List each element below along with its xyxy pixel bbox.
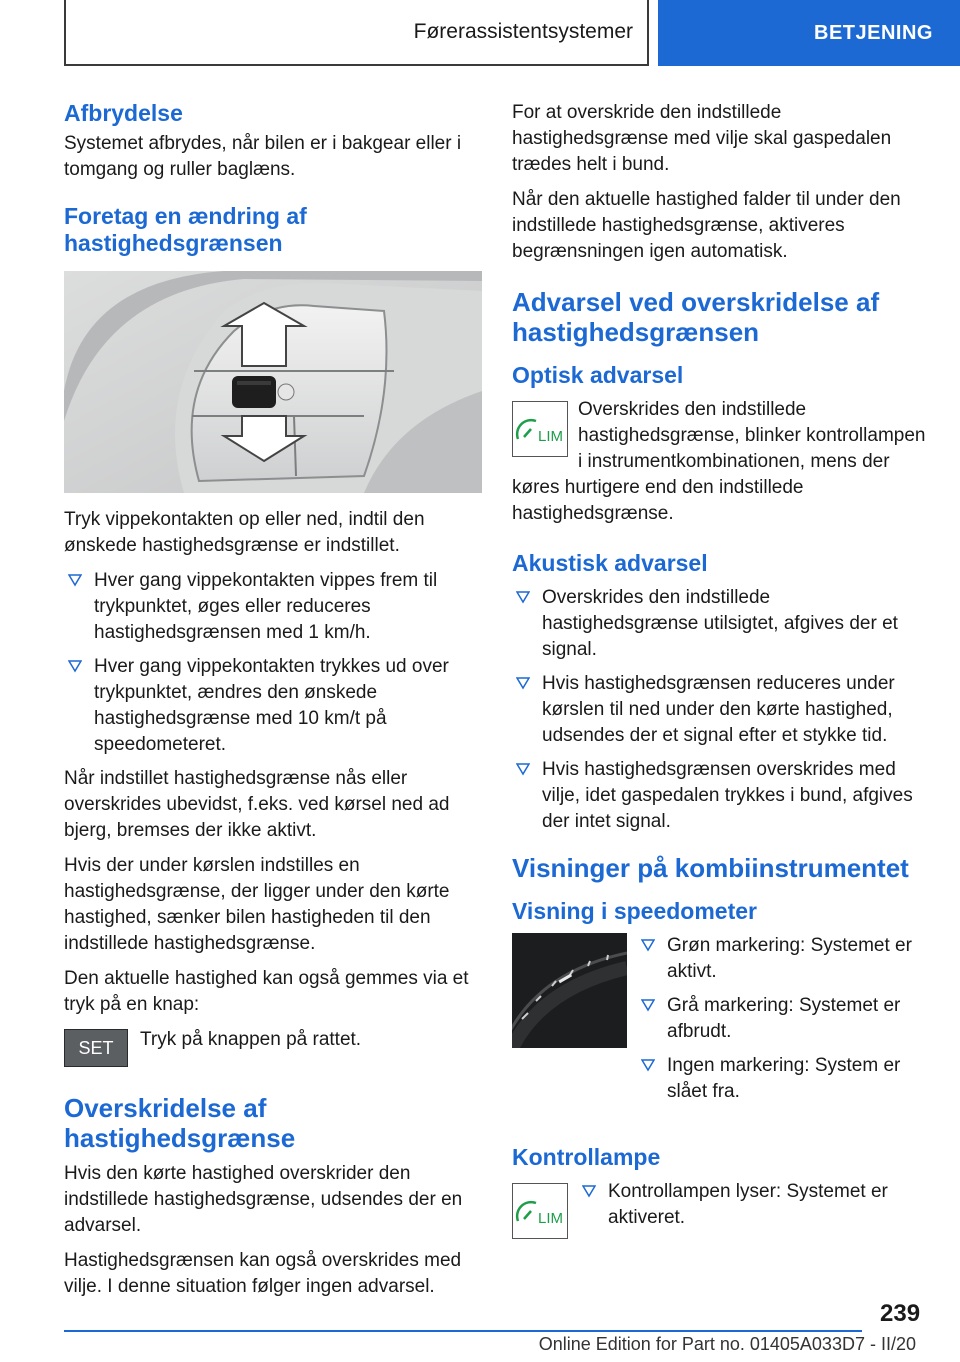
list-item: Hvis hastighedsgrænsen overskrides med vilje, idet gaspedalen trykkes i bund, afgives der intet signal. bbox=[512, 757, 927, 835]
svg-text:LIM: LIM bbox=[538, 1210, 564, 1227]
para-over1: Hvis den kørte hastighed overskrider den indstillede hastighedsgrænse, udsendes der en advarsel. bbox=[64, 1163, 463, 1236]
heading-visning: Visning i speedometer bbox=[512, 898, 757, 924]
svg-text:LIM: LIM bbox=[538, 428, 564, 445]
bullets-akustisk bbox=[512, 585, 927, 835]
heading-foretag: Foretag en ændring af hastighedsgrænsen bbox=[64, 203, 307, 256]
triangle-bullet-icon bbox=[516, 676, 530, 690]
para-naar-right: Når den aktuelle hastighed falder til under den indstillede hastighedsgrænse, aktiveres begrænsningen igen automatisk. bbox=[512, 189, 901, 262]
list-item: Hver gang vippekontakten trykkes ud over trykpunktet, ændres den ønskede hastighedsgrænse med 10 km/t på speedometeret. bbox=[64, 654, 482, 758]
list-item: Hvis hastighedsgrænsen reduceres under kørslen til ned under den kørte hastighed, udsendes der et signal efter et stykke tid. bbox=[512, 671, 927, 749]
set-button-row bbox=[64, 1027, 482, 1067]
para-over2: Hastighedsgrænsen kan også overskrides med vilje. I denne situation følger ingen advarsel. bbox=[64, 1250, 462, 1297]
triangle-bullet-icon bbox=[516, 590, 530, 604]
list-item: Ingen markering: System er slået fra. bbox=[637, 1053, 927, 1105]
triangle-bullet-icon bbox=[641, 998, 655, 1012]
bullets-speedo bbox=[637, 933, 927, 1113]
set-button-icon: SET bbox=[64, 1029, 128, 1067]
heading-afbrydelse: Afbrydelse bbox=[64, 100, 183, 126]
para-tryk: Tryk vippekontakten op eller ned, indtil den ønskede hastighedsgrænse er indstillet. bbox=[64, 509, 425, 556]
header-chapter-tab bbox=[658, 0, 960, 66]
triangle-bullet-icon bbox=[641, 938, 655, 952]
para-hvis: Hvis der under kørslen indstilles en hastighedsgrænse, der ligger under den kørte hastighed, sænker bilen hastigheden til den indstillede hastighedsgrænse. bbox=[64, 855, 450, 954]
bullets-kontrol bbox=[578, 1179, 927, 1239]
right-column bbox=[512, 100, 927, 1249]
speedo-block bbox=[512, 933, 927, 1113]
list-item: Overskrides den indstillede hastighedsgrænse utilsigtet, afgives der et signal. bbox=[512, 585, 927, 663]
left-column bbox=[64, 100, 482, 1309]
lim-indicator-icon bbox=[512, 1183, 568, 1239]
steering-wheel-illustration bbox=[64, 271, 482, 493]
heading-advarsel: Advarsel ved overskridelse af hastighedsgrænsen bbox=[512, 287, 880, 347]
para-den: Den aktuelle hastighed kan også gemmes via et tryk på en knap: bbox=[64, 968, 469, 1015]
footer-divider bbox=[64, 1330, 862, 1332]
heading-optisk: Optisk advarsel bbox=[512, 362, 684, 388]
triangle-bullet-icon bbox=[516, 762, 530, 776]
heading-overskridelse: Overskridelse af hastighedsgrænse bbox=[64, 1093, 296, 1153]
header-chapter-title: BETJENING bbox=[814, 21, 933, 44]
list-item: Kontrollampen lyser: Systemet er aktiveret. bbox=[578, 1179, 927, 1231]
heading-visninger: Visninger på kombiinstrumentet bbox=[512, 853, 909, 883]
heading-akustisk: Akustisk advarsel bbox=[512, 550, 708, 576]
para-optisk: Overskrides den indstillede hastighedsgrænse, blinker kontrollampen i instrumentkombinationen, mens der køres hurtigere end den indstillede hastighedsgrænse. bbox=[512, 399, 926, 524]
triangle-bullet-icon bbox=[68, 573, 82, 587]
header-section-box bbox=[64, 0, 649, 66]
list-item: Grøn markering: Systemet er aktivt. bbox=[637, 933, 927, 985]
para-naar: Når indstillet hastighedsgrænse nås eller overskrides ubevidst, f.eks. ved kørsel ned ad bjerg, bremses der ikke aktivt. bbox=[64, 768, 450, 841]
optisk-block bbox=[512, 397, 927, 527]
list-item: Grå markering: Systemet er afbrudt. bbox=[637, 993, 927, 1045]
para-set: Tryk på knappen på rattet. bbox=[140, 1029, 362, 1050]
page-number: 239 bbox=[880, 1300, 921, 1327]
triangle-bullet-icon bbox=[68, 659, 82, 673]
para-afbrydelse: Systemet afbrydes, når bilen er i bakgear eller i tomgang og ruller baglæns. bbox=[64, 133, 462, 180]
steering-wheel-image bbox=[64, 271, 482, 493]
heading-kontrol: Kontrollampe bbox=[512, 1144, 661, 1170]
para-for: For at overskride den indstillede hastighedsgrænse med vilje skal gaspedalen trædes helt i bund. bbox=[512, 102, 892, 175]
list-item: Hver gang vippekontakten vippes frem til trykpunktet, øges eller reduceres hastighedsgrænsen med 1 km/h. bbox=[64, 568, 482, 646]
speedometer-image bbox=[512, 933, 627, 1048]
footer-edition: Online Edition for Part no. 01405A033D7 - II/20 bbox=[538, 1334, 916, 1354]
triangle-bullet-icon bbox=[582, 1184, 596, 1198]
triangle-bullet-icon bbox=[641, 1058, 655, 1072]
kontrol-block bbox=[512, 1179, 927, 1239]
lim-indicator-icon bbox=[512, 401, 568, 457]
header-section-title: Førerassistentsystemer bbox=[413, 20, 633, 43]
bullets-vippe bbox=[64, 568, 482, 758]
